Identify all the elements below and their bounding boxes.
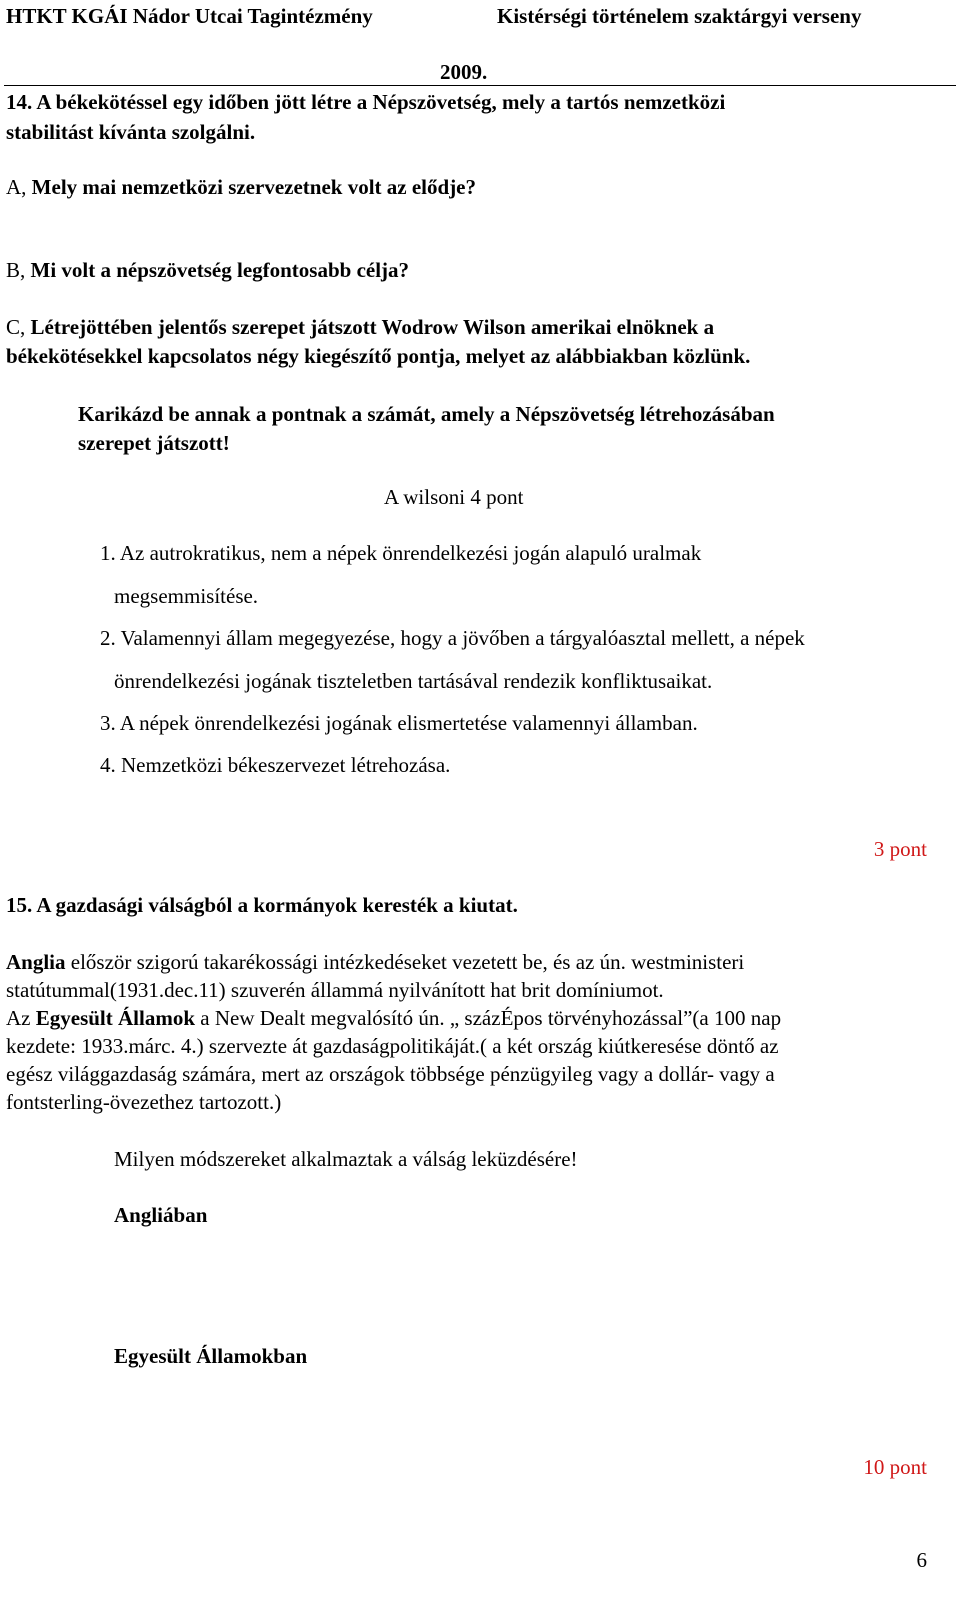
q15-title: 15. A gazdasági válságból a kormányok keresték a kiutat. <box>6 893 518 917</box>
q14-b-text: Mi volt a népszövetség legfontosabb célja? <box>30 258 410 282</box>
q15-p3-a: Az <box>6 1006 36 1030</box>
q14-instruction-line1: Karikázd be annak a pontnak a számát, amely a Népszövetség létrehozásában <box>78 402 775 426</box>
q15-p3-rest: a New Dealt megvalósító ún. „ százÉpos törvényhozással”(a 100 nap <box>195 1006 782 1030</box>
q14-question-a <box>6 175 476 200</box>
q15-points: 10 pont <box>863 1455 927 1479</box>
q14-c-line1: Létrejöttében jelentős szerepet játszott Wodrow Wilson amerikai elnöknek a <box>30 315 715 339</box>
answer-label-usa: Egyesült Államokban <box>114 1344 308 1368</box>
q14-question-c <box>6 315 714 340</box>
q15-anglia: Anglia <box>6 950 66 974</box>
q14-c-line2: békekötésekkel kapcsolatos négy kiegészítő pontja, melyet az alábbiakban közlünk. <box>6 344 751 368</box>
wilson-list-title: A wilsoni 4 pont <box>384 485 524 509</box>
q15-usa: Egyesült Államok <box>35 1006 196 1030</box>
q15-paragraph-line3 <box>6 1006 781 1031</box>
wilson-point-2-line2: önrendelkezési jogának tiszteletben tartásával rendezik konfliktusaikat. <box>114 669 713 693</box>
wilson-point-3[interactable]: 3. A népek önrendelkezési jogának elismertetése valamennyi államban. <box>100 711 698 735</box>
q14-b-prefix: B, <box>6 258 31 282</box>
q14-question-b <box>6 258 409 283</box>
wilson-point-1-line1[interactable]: 1. Az autrokratikus, nem a népek önrendelkezési jogán alapuló uralmak <box>100 541 702 565</box>
wilson-point-4[interactable]: 4. Nemzetközi békeszervezet létrehozása. <box>100 753 451 777</box>
q15-paragraph-line1 <box>6 950 744 975</box>
header-year: 2009. <box>440 60 488 84</box>
q15-paragraph-line6: fontsterling-övezethez tartozott.) <box>6 1090 282 1114</box>
q14-instruction-line2: szerepet játszott! <box>78 431 230 455</box>
q14-points: 3 pont <box>873 837 927 861</box>
wilson-point-2-line1[interactable]: 2. Valamennyi állam megegyezése, hogy a jövőben a tárgyalóasztal mellett, a népek <box>100 626 805 650</box>
answer-area-anglia[interactable] <box>114 1240 914 1330</box>
wilson-point-1-line2: megsemmisítése. <box>114 584 259 608</box>
q14-a-text: Mely mai nemzetközi szervezetnek volt az elődje? <box>31 175 477 199</box>
header-rule <box>4 85 956 86</box>
q14-title-line1: 14. A békekötéssel egy időben jött létre a Népszövetség, mely a tartós nemzetközi <box>6 90 726 114</box>
q14-title-line2: stabilitást kívánta szolgálni. <box>6 120 256 144</box>
q15-p1-rest: először szigorú takarékossági intézkedéseket vezetett be, és az ún. westministeri <box>65 950 745 974</box>
q15-question: Milyen módszereket alkalmaztak a válság leküzdésére! <box>114 1147 578 1171</box>
q15-paragraph-line5: egész világgazdaság számára, mert az országok többsége pénzügyileg vagy a dollár- vagy a <box>6 1062 775 1086</box>
q15-paragraph-line4: kezdete: 1933.márc. 4.) szervezte át gazdaságpolitikáját.( a két ország kiútkeresése döntő az <box>6 1034 779 1058</box>
q14-c-prefix: C, <box>6 315 31 339</box>
header-competition: Kistérségi történelem szaktárgyi verseny <box>497 4 862 28</box>
answer-label-anglia: Angliában <box>114 1203 208 1227</box>
q15-paragraph-line2: statútummal(1931.dec.11) szuverén állammá nyilvánított hat brit domíniumot. <box>6 978 664 1002</box>
page-number: 6 <box>916 1548 927 1572</box>
q14-a-prefix: A, <box>6 175 32 199</box>
answer-area-usa[interactable] <box>114 1380 914 1450</box>
header-institution: HTKT KGÁI Nádor Utcai Tagintézmény <box>6 4 373 28</box>
